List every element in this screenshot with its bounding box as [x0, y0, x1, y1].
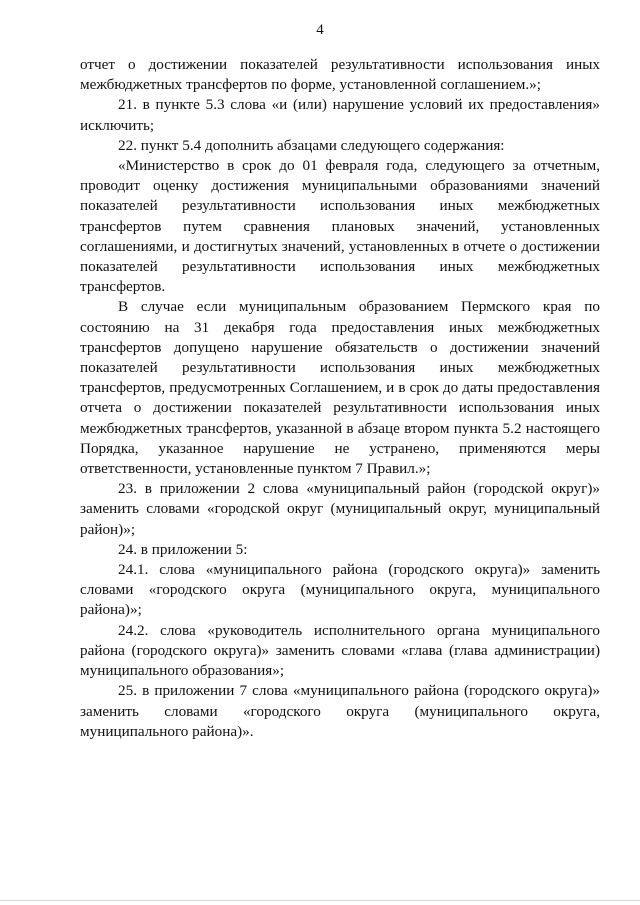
paragraph-item-25: 25. в приложении 7 слова «муниципального района (городского округа)» заменить словами «городского округа (муниципального округа, муниципального района)». — [80, 682, 600, 740]
paragraph-item-24-2: 24.2. слова «руководитель исполнительного органа муниципального района (городского округа)» заменить словами «глава (глава администрации) муниципального образования»; — [80, 621, 600, 680]
paragraph-ministry-assessment: «Министерство в срок до 01 февраля года, следующего за отчетным, проводит оценку достижения муниципальными образованиями значений показателей результативности использования иных межбюджетных трансфертов путем сравнения плановых значений, установленных соглашениями, и достигнутых значений, установленных в отчете о достижении показателей результативности использования иных межбюджетных трансфертов. — [80, 157, 600, 296]
paragraph-item-23: 23. в приложении 2 слова «муниципальный район (городской округ)» заменить словами «городской округ (муниципальный округ, муниципальный район)»; — [80, 480, 600, 538]
paragraph-violation-case: В случае если муниципальным образованием Пермского края по состоянию на 31 декабря года предоставления иных межбюджетных трансфертов допущено нарушение обязательств о достижении значений показателей результативности использования иных межбюджетных трансфертов, предусмотренных Соглашением, и в срок до даты предоставления отчета о достижении показателей результативности использования иных межбюджетных трансфертов, указанной в абзаце втором пункта 5.2 настоящего Порядка, указанное нарушение не устранено, применяются меры ответственности, установленные пунктом 7 Правил.»; — [80, 298, 600, 478]
paragraph-item-21: 21. в пункте 5.3 слова «и (или) нарушение условий их предоставления» исключить; — [80, 96, 600, 134]
paragraph-item-22: 22. пункт 5.4 дополнить абзацами следующего содержания: — [118, 136, 505, 154]
paragraph-item-24: 24. в приложении 5: — [118, 540, 248, 558]
page-bottom-edge — [0, 900, 640, 901]
page-number: 4 — [316, 22, 324, 38]
paragraph-item-24-1: 24.1. слова «муниципального района (городского округа)» заменить словами «городского округа (муниципального округа, муниципального района)»; — [80, 561, 600, 619]
paragraph-continuation: отчет о достижении показателей результативности использования иных межбюджетных трансфертов по форме, установленной соглашением.»; — [80, 56, 600, 94]
document-body — [80, 55, 600, 742]
